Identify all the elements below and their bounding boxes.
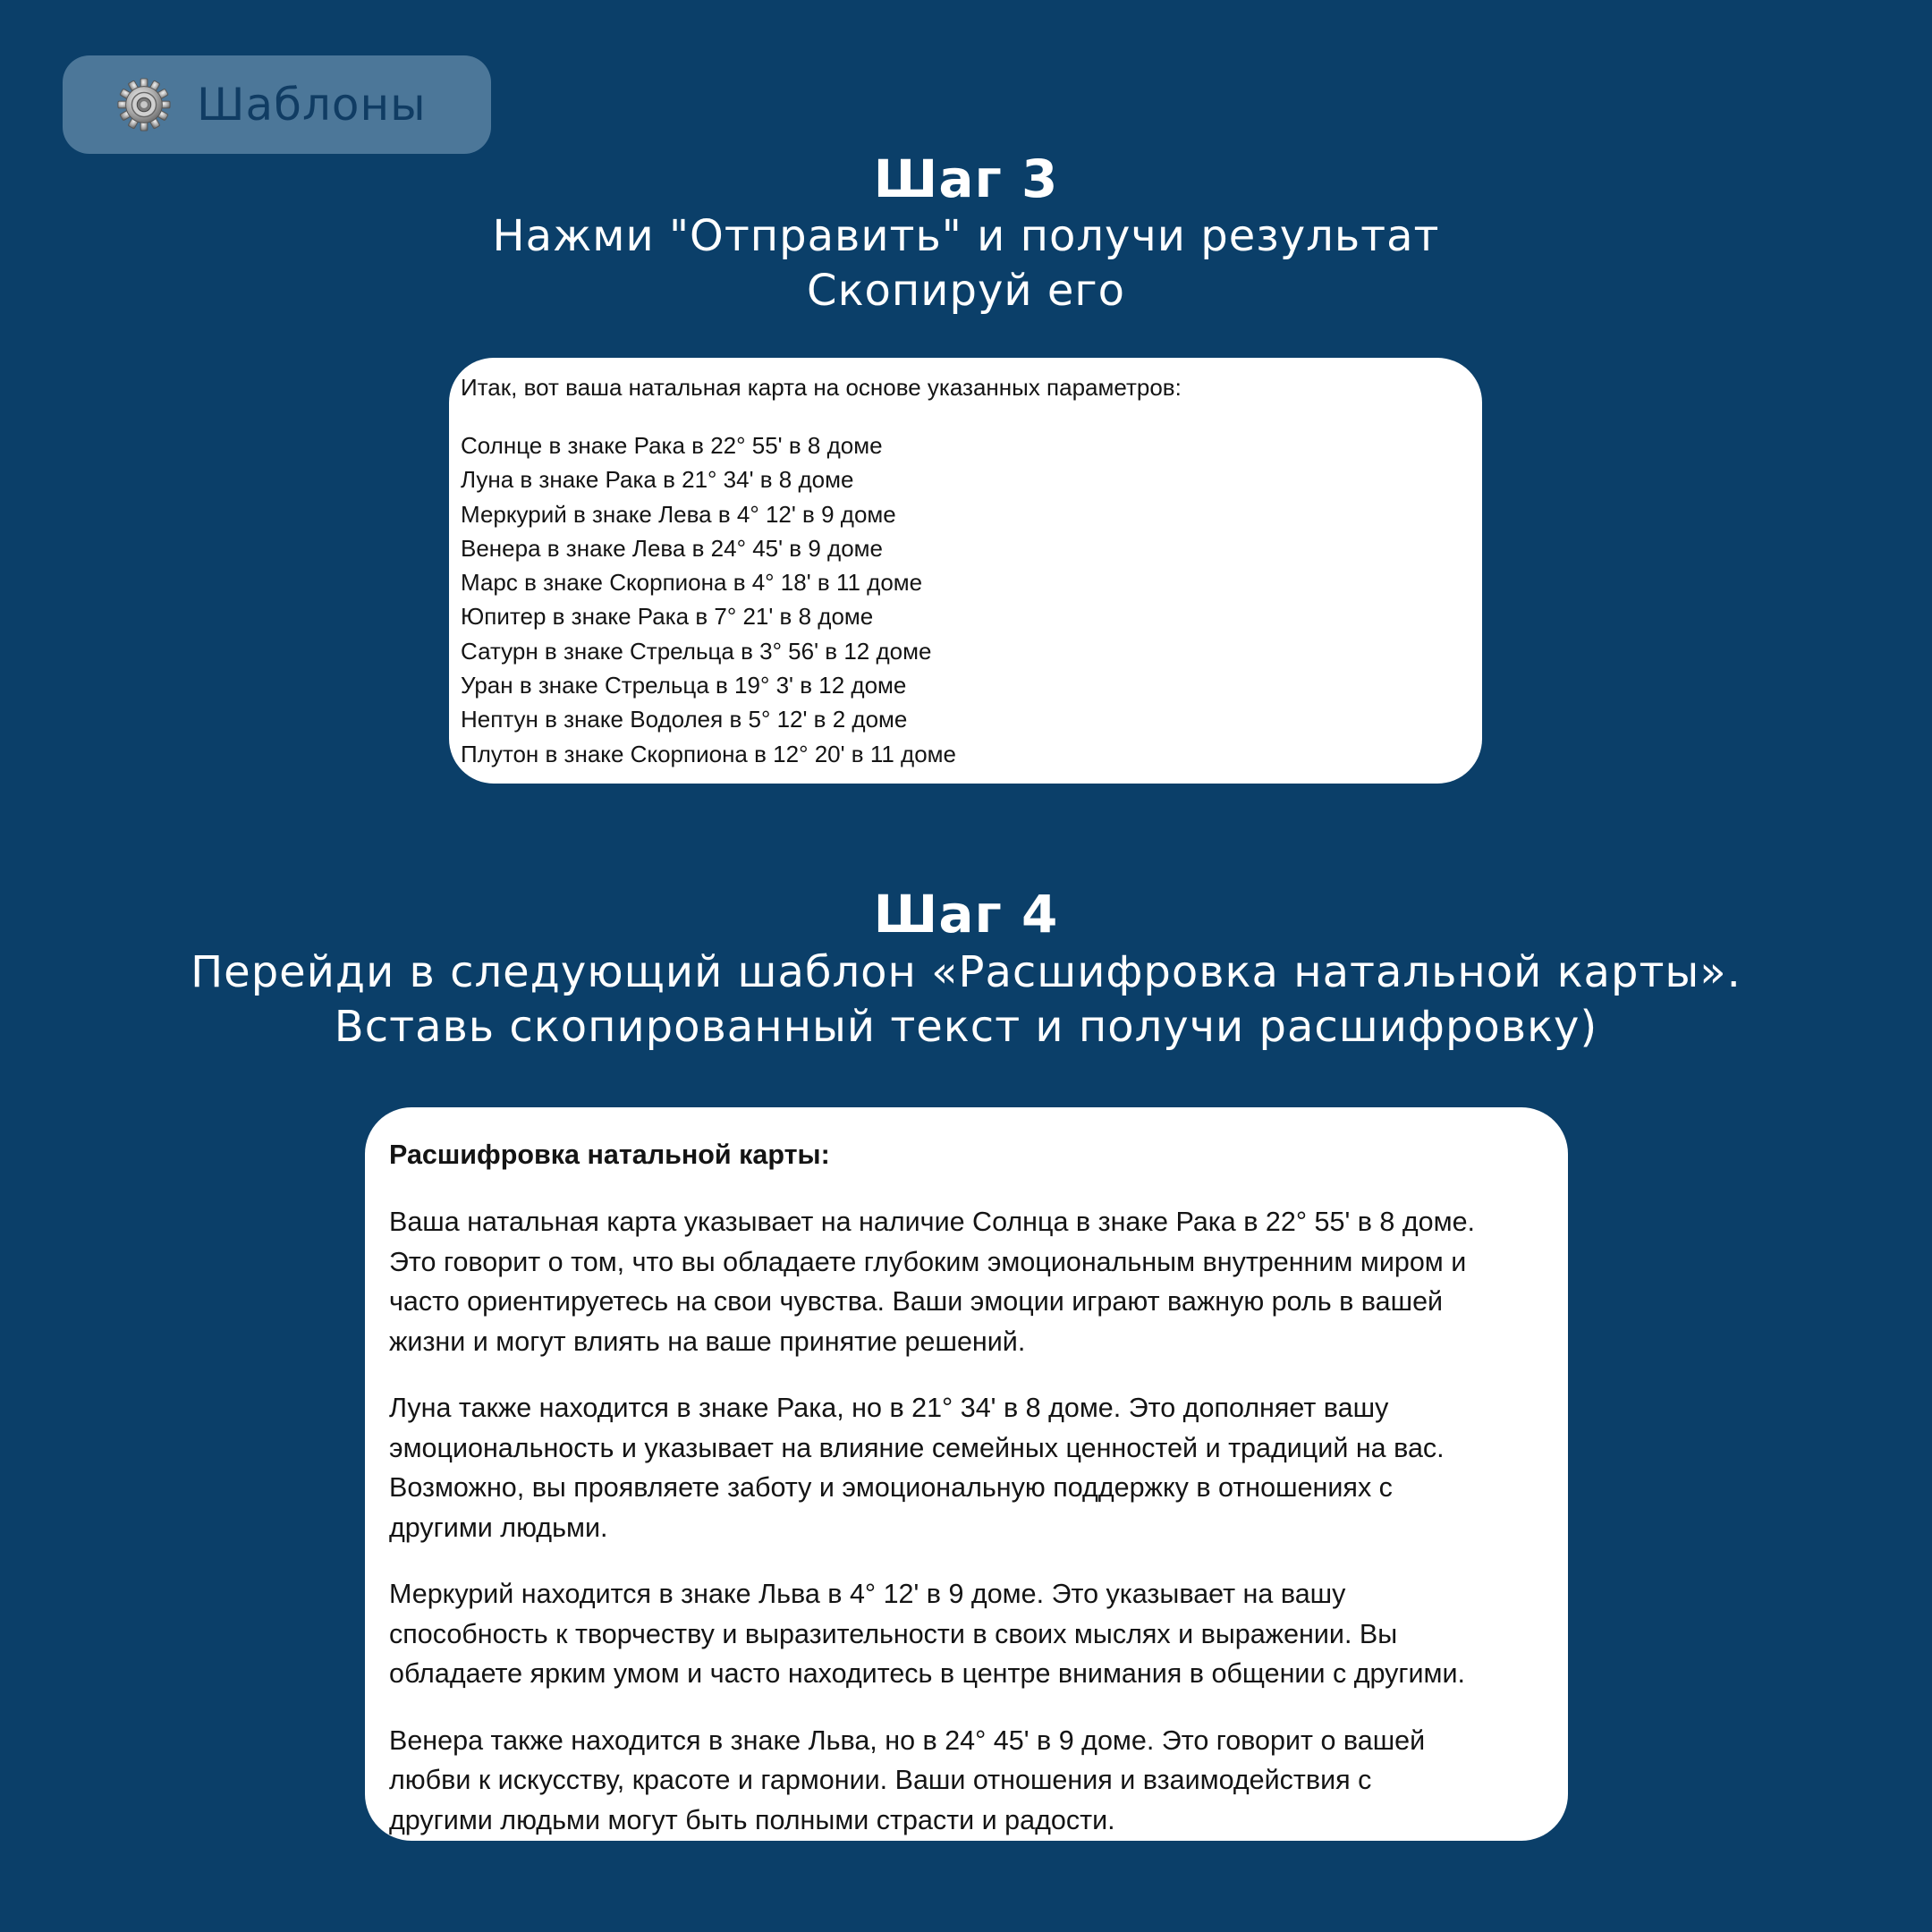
gear-icon <box>116 77 172 132</box>
paragraph-line: Меркурий находится в знаке Льва в 4° 12' в 9 доме. Это указывает на вашу <box>389 1579 1346 1609</box>
interpretation-paragraph <box>389 1721 1568 1841</box>
paragraph-line: другими людьми могут быть полными страсти и радости. <box>389 1804 1115 1835</box>
paragraph-line: способность к творчеству и выразительности в своих мыслях и выражении. Вы <box>389 1618 1398 1649</box>
planet-position: Плутон в знаке Скорпиона в 12° 20' в 11 доме <box>461 740 957 767</box>
result-intro: Итак, вот ваша натальная карта на основе указанных параметров: <box>461 374 1182 401</box>
paragraph-line: эмоциональность и указывает на влияние семейных ценностей и традиций на вас. <box>389 1432 1445 1463</box>
paragraph-line: Это говорит о том, что вы обладаете глубоким эмоциональным внутренним миром и <box>389 1246 1467 1277</box>
step4-description <box>0 945 1932 1055</box>
paragraph-line: Возможно, вы проявляете заботу и эмоциональную поддержку в отношениях с <box>389 1472 1393 1503</box>
step4-description-line: Перейди в следующий шаблон «Расшифровка натальной карты». <box>191 947 1741 997</box>
paragraph-line: Ваша натальная карта указывает на наличие Солнца в знаке Рака в 22° 55' в 8 доме. <box>389 1207 1476 1237</box>
paragraph-line: жизни и могут влиять на ваше принятие решений. <box>389 1326 1026 1357</box>
paragraph-line: часто ориентируетесь на свои чувства. Ваши эмоции играют важную роль в вашей <box>389 1286 1444 1317</box>
step4-title: Шаг 4 <box>873 884 1059 945</box>
templates-button[interactable] <box>63 55 491 154</box>
step4-description-line: Вставь скопированный текст и получи расшифровку) <box>334 1002 1598 1052</box>
planet-position: Сатурн в знаке Стрельца в 3° 56' в 12 доме <box>461 637 932 665</box>
paragraph-line: другими людьми. <box>389 1512 608 1543</box>
paragraph-line: Венера также находится в знаке Льва, но в 24° 45' в 9 доме. Это говорит о вашей <box>389 1724 1426 1756</box>
step3-description-line: Нажми "Отправить" и получи результат <box>492 211 1440 261</box>
paragraph-line: Луна также находится в знаке Рака, но в 21° 34' в 8 доме. Это дополняет вашу <box>389 1393 1389 1423</box>
paragraph-line: любви к искусству, красоте и гармонии. Ваши отношения и взаимодействия с <box>389 1765 1372 1795</box>
planet-position: Солнце в знаке Рака в 22° 55' в 8 доме <box>461 432 883 459</box>
planet-position: Луна в знаке Рака в 21° 34' в 8 доме <box>461 466 854 494</box>
planet-position: Венера в знаке Лева в 24° 45' в 9 доме <box>461 534 883 562</box>
interpretation-paragraph <box>389 1202 1568 1361</box>
step3-title: Шаг 3 <box>873 148 1059 209</box>
planet-position: Марс в знаке Скорпиона в 4° 18' в 11 доме <box>461 569 923 597</box>
step3-description <box>0 209 1932 318</box>
interpretation-paragraph <box>389 1388 1568 1547</box>
interpretation-paragraph <box>389 1574 1568 1694</box>
planet-position: Юпитер в знаке Рака в 7° 21' в 8 доме <box>461 603 874 631</box>
step3-description-line: Скопируй его <box>807 266 1125 316</box>
natal-chart-result-card <box>449 358 1482 784</box>
planet-position: Уран в знаке Стрельца в 19° 3' в 12 доме <box>461 672 907 699</box>
templates-button-label: Шаблоны <box>197 79 427 131</box>
planet-position: Меркурий в знаке Лева в 4° 12' в 9 доме <box>461 500 896 528</box>
paragraph-line: обладаете ярким умом и часто находитесь в центре внимания в общении с другими. <box>389 1658 1466 1689</box>
interpretation-heading: Расшифровка натальной карты: <box>389 1140 830 1170</box>
planet-position: Нептун в знаке Водолея в 5° 12' в 2 доме <box>461 706 908 733</box>
natal-chart-interpretation-card <box>365 1107 1568 1841</box>
